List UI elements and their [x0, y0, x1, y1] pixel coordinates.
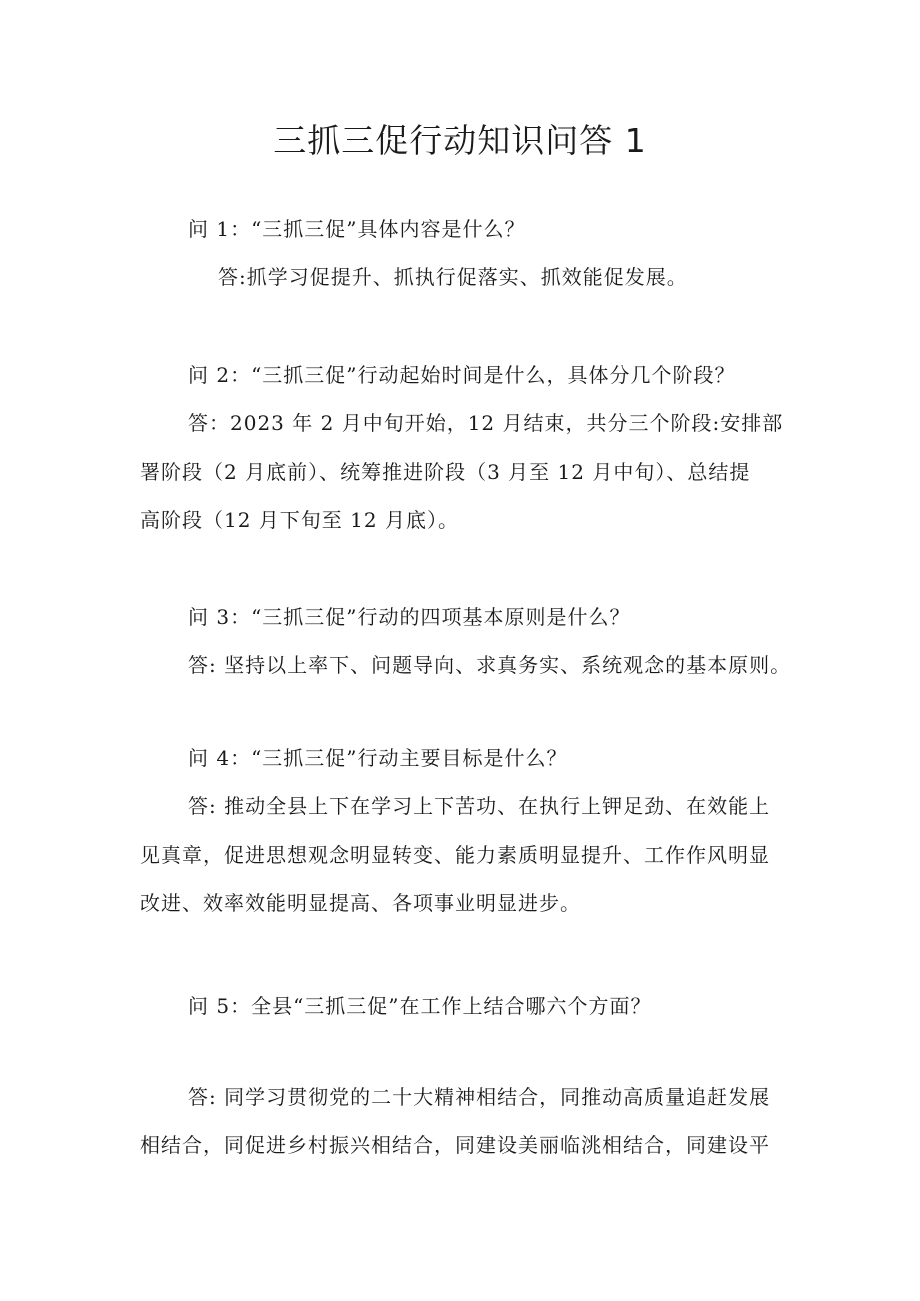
answer-5-line-1: 答: 同学习贯彻党的二十大精神相结合，同推动高质量追赶发展 — [188, 1085, 771, 1109]
answer-2-line-1: 答：2023 年 2 月中旬开始，12 月结束，共分三个阶段:安排部 — [188, 411, 784, 435]
answer-3-line-1: 答: 坚持以上率下、问题导向、求真务实、系统观念的基本原则。 — [188, 653, 792, 677]
answer-4-line-3: 改进、效率效能明显提高、各项事业明显进步。 — [140, 891, 581, 915]
question-4: 问 4：“三抓三促”行动主要目标是什么？ — [188, 746, 568, 770]
answer-2-line-3: 高阶段（12 月下旬至 12 月底）。 — [140, 508, 459, 532]
answer-1-line-1: 答:抓学习促提升、抓执行促落实、抓效能促发展。 — [218, 265, 688, 289]
document-title: 三抓三促行动知识问答 1 — [273, 121, 647, 160]
answer-4-line-1: 答: 推动全县上下在学习上下苦功、在执行上钾足劲、在效能上 — [188, 794, 771, 818]
question-1: 问 1：“三抓三促”具体内容是什么？ — [188, 217, 526, 241]
question-3: 问 3：“三抓三促”行动的四项基本原则是什么？ — [188, 605, 631, 629]
answer-4-line-2: 见真章，促进思想观念明显转变、能力素质明显提升、工作作风明显 — [140, 843, 770, 867]
question-5: 问 5：全县“三抓三促”在工作上结合哪六个方面？ — [188, 994, 652, 1018]
answer-5-line-2: 相结合，同促进乡村振兴相结合，同建设美丽临洮相结合，同建设平 — [140, 1133, 770, 1157]
answer-2-line-2: 署阶段（2 月底前）、统筹推进阶段（3 月至 12 月中旬）、总结提 — [140, 460, 751, 484]
question-2: 问 2：“三抓三促”行动起始时间是什么，具体分几个阶段？ — [188, 363, 736, 387]
